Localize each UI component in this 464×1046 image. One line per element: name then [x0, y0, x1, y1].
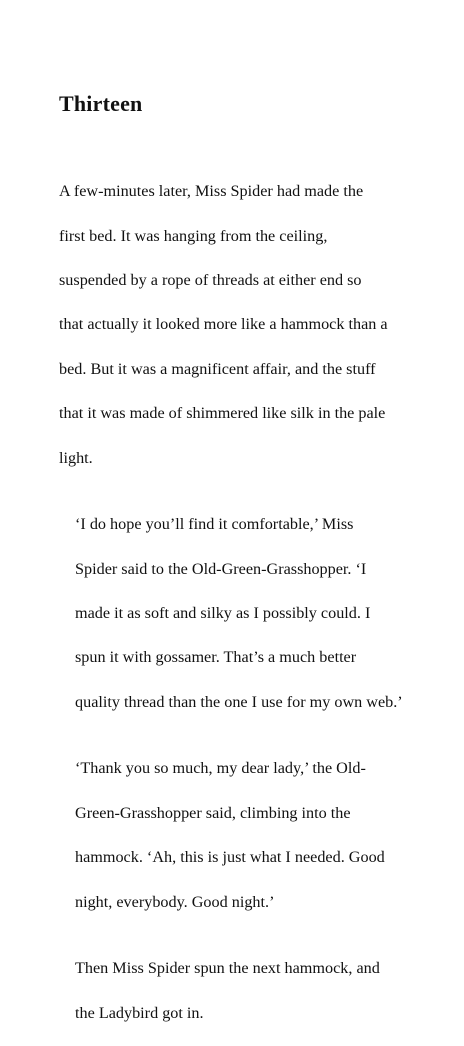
- paragraph-1: [59, 158, 413, 491]
- text-line: that it was made of shimmered like silk in the pale: [59, 404, 386, 423]
- text-line: night, everybody. Good night.’: [75, 892, 275, 911]
- paragraph-3: [59, 735, 413, 935]
- text-line: spun it with gossamer. That’s a much better: [75, 648, 357, 667]
- text-line: that actually it looked more like a hammock than a: [59, 315, 388, 334]
- chapter-body: [59, 158, 413, 1046]
- text-line: light.: [59, 448, 93, 467]
- text-line: Green-Grasshopper said, climbing into the: [75, 803, 351, 822]
- text-line: first bed. It was hanging from the ceiling,: [59, 226, 328, 245]
- text-line: A few-minutes later, Miss Spider had made the: [59, 182, 364, 201]
- chapter-title: Thirteen: [59, 91, 143, 116]
- text-line: the Ladybird got in.: [75, 1003, 204, 1022]
- text-line: made it as soft and silky as I possibly could. I: [75, 604, 371, 623]
- paragraph-4: [59, 935, 413, 1046]
- paragraph-2: [59, 491, 413, 735]
- text-line: quality thread than the one I use for my own web.’: [75, 692, 403, 711]
- text-line: hammock. ‘Ah, this is just what I needed. Good: [75, 848, 385, 867]
- text-line: Then Miss Spider spun the next hammock, and: [75, 959, 380, 978]
- text-line: Spider said to the Old-Green-Grasshopper. ‘I: [75, 559, 367, 578]
- text-line: ‘Thank you so much, my dear lady,’ the Old-: [75, 759, 366, 778]
- text-line: suspended by a rope of threads at either end so: [59, 271, 362, 290]
- text-line: ‘I do hope you’ll find it comfortable,’ Miss: [75, 515, 354, 534]
- text-line: bed. But it was a magnificent affair, and the stuff: [59, 359, 376, 378]
